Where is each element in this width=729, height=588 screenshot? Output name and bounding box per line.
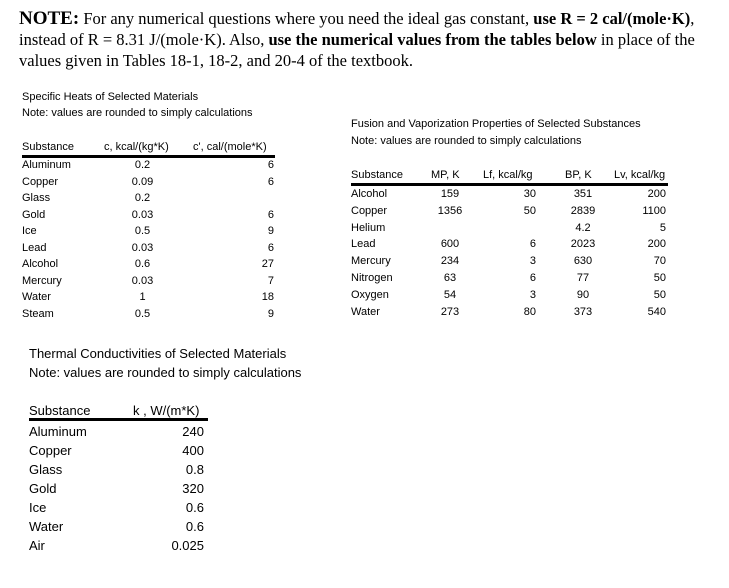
table-cell: 0.2 <box>134 192 151 204</box>
specific-heats-title: Specific Heats of Selected Materials <box>22 91 199 103</box>
column-header: c', cal/(mole*K) <box>193 141 267 153</box>
thermal-conductivities-title: Thermal Conductivities of Selected Materials <box>29 346 287 361</box>
column-header: Substance <box>22 141 74 153</box>
table-cell: 6 <box>529 238 536 251</box>
table-cell: 9 <box>267 307 274 320</box>
column-header: k , W/(m*K) <box>133 403 200 418</box>
row-label-gold: Gold <box>22 208 46 221</box>
table-cell: 1100 <box>642 204 666 217</box>
table-cell: 6 <box>267 159 274 171</box>
table-cell: 2839 <box>570 204 596 217</box>
table-cell: 6 <box>267 175 274 188</box>
note-use-tables: use the numerical values from the tables below <box>268 30 597 49</box>
header-rule <box>29 418 208 421</box>
table-cell: 0.6 <box>134 258 151 270</box>
table-cell: 6 <box>267 241 274 254</box>
table-cell: 320 <box>182 481 204 496</box>
table-cell: 273 <box>440 305 460 318</box>
table-cell: 90 <box>576 288 590 301</box>
table-cell: 27 <box>261 258 274 270</box>
table-cell: 200 <box>647 188 666 200</box>
note-paragraph <box>19 8 719 71</box>
table-cell: 4.2 <box>575 221 591 234</box>
note-text-1: For any numerical questions where you need the ideal gas constant, <box>79 9 534 28</box>
row-label-ice: Ice <box>29 500 47 515</box>
note-text-3: in place of the values given in Tables 18-1, 18-2, and 20-4 of the textbook. <box>19 30 695 70</box>
specific-heats-note: Note: values are rounded to simply calculations <box>22 107 253 119</box>
row-label-aluminum: Aluminum <box>22 159 71 171</box>
table-cell: 50 <box>653 272 666 284</box>
thermal-conductivities-note: Note: values are rounded to simply calculations <box>29 365 302 380</box>
fusion-vaporization-note: Note: values are rounded to simply calculations <box>351 135 582 147</box>
table-cell: 70 <box>653 255 666 268</box>
row-label-mercury: Mercury <box>351 255 391 268</box>
table-cell: 0.03 <box>131 208 154 221</box>
column-header: c, kcal/(kg*K) <box>104 141 169 153</box>
row-label-nitrogen: Nitrogen <box>351 272 393 284</box>
table-cell: 0.2 <box>134 159 151 171</box>
table-cell: 351 <box>573 188 593 200</box>
table-cell: 600 <box>440 238 460 251</box>
table-cell: 400 <box>182 443 204 458</box>
table-cell: 159 <box>440 188 460 200</box>
table-cell: 373 <box>573 305 593 318</box>
row-label-oxygen: Oxygen <box>351 288 389 301</box>
table-cell: 1 <box>139 291 146 303</box>
table-cell: 0.09 <box>131 175 154 188</box>
column-header: Substance <box>29 403 91 418</box>
table-cell: 0.5 <box>134 225 151 237</box>
table-cell: 0.6 <box>185 519 204 534</box>
row-label-copper: Copper <box>351 204 388 217</box>
table-cell: 3 <box>529 288 536 301</box>
table-cell: 0.5 <box>134 307 151 320</box>
table-cell: 9 <box>267 225 274 237</box>
table-cell: 18 <box>261 291 274 303</box>
row-label-gold: Gold <box>29 481 57 496</box>
table-cell: 630 <box>573 255 593 268</box>
note-text-2: , instead of R = 8.31 J/(mole·K). Also, <box>19 9 695 49</box>
table-cell: 0.8 <box>185 462 204 477</box>
table-cell: 6 <box>529 272 536 284</box>
note-lead: NOTE: <box>19 8 80 29</box>
row-label-water: Water <box>22 291 51 303</box>
row-label-aluminum: Aluminum <box>29 424 87 439</box>
row-label-air: Air <box>29 538 45 553</box>
table-cell: 1356 <box>437 204 463 217</box>
table-cell: 540 <box>647 305 666 318</box>
table-cell: 0.6 <box>185 500 204 515</box>
row-label-steam: Steam <box>22 307 54 320</box>
table-cell: 234 <box>440 255 460 268</box>
table-cell: 5 <box>659 221 666 234</box>
column-header: BP, K <box>565 169 592 181</box>
table-cell: 50 <box>653 288 666 301</box>
row-label-water: Water <box>351 305 380 318</box>
table-cell: 0.025 <box>171 538 204 553</box>
table-cell: 50 <box>523 204 536 217</box>
note-gas-constant: use R = 2 cal/(mole·K) <box>533 9 691 28</box>
table-cell: 3 <box>529 255 536 268</box>
table-cell: 77 <box>576 272 590 284</box>
fusion-vaporization-title: Fusion and Vaporization Properties of Selected Substances <box>351 118 641 130</box>
column-header: Lf, kcal/kg <box>483 169 533 181</box>
row-label-helium: Helium <box>351 221 386 234</box>
table-cell: 30 <box>523 188 536 200</box>
table-cell: 200 <box>647 238 666 251</box>
column-header: Lv, kcal/kg <box>614 169 666 181</box>
row-label-glass: Glass <box>22 192 51 204</box>
table-cell: 2023 <box>570 238 596 251</box>
table-cell: 0.03 <box>131 274 154 287</box>
table-cell: 63 <box>443 272 457 284</box>
row-label-ice: Ice <box>22 225 37 237</box>
row-label-water: Water <box>29 519 64 534</box>
column-header: Substance <box>351 169 403 181</box>
table-cell: 7 <box>267 274 274 287</box>
header-rule <box>351 183 668 186</box>
row-label-lead: Lead <box>351 238 376 251</box>
row-label-mercury: Mercury <box>22 274 62 287</box>
row-label-alcohol: Alcohol <box>22 258 59 270</box>
row-label-copper: Copper <box>22 175 59 188</box>
table-cell: 6 <box>267 208 274 221</box>
row-label-lead: Lead <box>22 241 47 254</box>
table-cell: 54 <box>443 288 457 301</box>
column-header: MP, K <box>431 169 460 181</box>
row-label-copper: Copper <box>29 443 72 458</box>
table-cell: 240 <box>182 424 204 439</box>
table-cell: 80 <box>523 305 536 318</box>
table-cell: 0.03 <box>131 241 154 254</box>
row-label-alcohol: Alcohol <box>351 188 388 200</box>
row-label-glass: Glass <box>29 462 63 477</box>
